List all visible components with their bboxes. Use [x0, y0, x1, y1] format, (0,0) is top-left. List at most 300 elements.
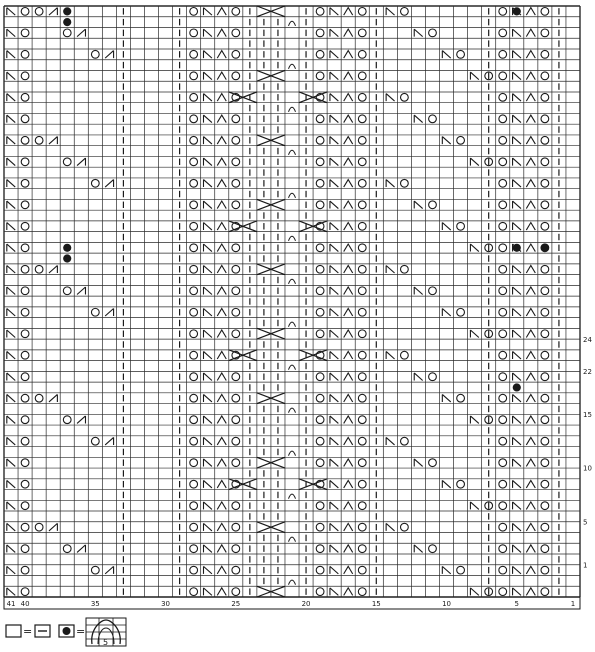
k2tog-symbol	[7, 373, 15, 381]
yarn-over-symbol	[35, 136, 43, 144]
legend-purl-icon	[35, 625, 50, 637]
yarn-over-symbol	[190, 459, 198, 467]
k2tog-symbol	[203, 566, 211, 574]
yarn-over-symbol	[232, 523, 240, 531]
sk2p-symbol	[217, 29, 226, 37]
yarn-over-symbol	[21, 588, 29, 596]
yarn-over-symbol	[190, 136, 198, 144]
k2tog-symbol	[513, 394, 521, 402]
k2tog-symbol	[7, 523, 15, 531]
k2tog-symbol	[203, 115, 211, 123]
k2tog-symbol	[7, 588, 15, 596]
yarn-over-symbol	[190, 416, 198, 424]
column-number: 5	[514, 600, 520, 608]
yarn-over-symbol	[457, 394, 465, 402]
yarn-over-symbol	[358, 351, 366, 359]
yarn-over-symbol	[358, 502, 366, 510]
sk2p-symbol	[217, 201, 226, 209]
yarn-over-symbol	[429, 29, 437, 37]
k2tog-symbol	[513, 437, 521, 445]
yarn-over-symbol	[190, 351, 198, 359]
ssk-symbol	[105, 308, 113, 316]
sk2p-symbol	[344, 330, 353, 338]
k2tog-symbol	[203, 588, 211, 596]
chart-legend	[4, 614, 144, 648]
sk2p-symbol	[217, 523, 226, 531]
yarn-over-symbol	[541, 545, 549, 553]
k2tog-symbol	[442, 480, 450, 488]
yarn-over-symbol	[358, 93, 366, 101]
yarn-over-symbol	[190, 308, 198, 316]
k2tog-symbol	[330, 51, 338, 59]
yarn-over-symbol	[358, 523, 366, 531]
sk2p-symbol	[344, 158, 353, 166]
yarn-over-symbol	[91, 179, 99, 187]
yarn-over-symbol	[21, 136, 29, 144]
column-number: 10	[442, 600, 451, 608]
yarn-over-symbol	[190, 8, 198, 16]
yarn-over-symbol	[457, 136, 465, 144]
yarn-over-symbol	[541, 523, 549, 531]
k2tog-symbol	[203, 51, 211, 59]
sk2p-symbol	[217, 94, 226, 102]
k2tog-symbol	[414, 545, 422, 553]
ssk-symbol	[77, 287, 85, 295]
yarn-over-symbol	[429, 201, 437, 209]
yarn-over-symbol	[541, 308, 549, 316]
yarn-over-symbol	[499, 287, 507, 295]
yarn-over-symbol	[316, 244, 324, 252]
yarn-over-symbol	[358, 158, 366, 166]
k2tog-symbol	[470, 330, 478, 338]
bobble-symbol	[63, 254, 71, 262]
sk2p-symbol	[217, 545, 226, 553]
sk2p-symbol	[344, 308, 353, 316]
yarn-over-symbol	[499, 72, 507, 80]
k2tog-symbol	[386, 94, 394, 102]
k2tog-symbol	[330, 416, 338, 424]
k2tog-symbol	[330, 330, 338, 338]
yarn-over-symbol	[358, 29, 366, 37]
sk2p-symbol	[344, 115, 353, 123]
yarn-over-symbol	[541, 115, 549, 123]
yarn-over-symbol	[35, 523, 43, 531]
yarn-over-symbol	[358, 72, 366, 80]
k2tog-symbol	[203, 502, 211, 510]
k2tog-symbol	[470, 588, 478, 596]
yarn-over-symbol	[190, 265, 198, 273]
sk2p-symbol	[526, 373, 535, 381]
k2tog-symbol	[7, 72, 15, 80]
sk2p-symbol	[217, 223, 226, 231]
sk2p-symbol	[526, 308, 535, 316]
k2tog-symbol	[203, 480, 211, 488]
k2tog-symbol	[203, 8, 211, 16]
k2tog-symbol	[7, 566, 15, 574]
sk2p-symbol	[344, 94, 353, 102]
yarn-over-symbol	[21, 523, 29, 531]
yarn-over-symbol	[21, 8, 29, 16]
yarn-over-symbol	[21, 244, 29, 252]
row-number: 24	[583, 335, 592, 344]
yarn-over-symbol	[499, 29, 507, 37]
ssk-symbol	[77, 29, 85, 37]
yarn-over-symbol	[316, 437, 324, 445]
yarn-over-symbol	[190, 437, 198, 445]
k2tog-symbol	[470, 416, 478, 424]
yarn-over-symbol	[358, 416, 366, 424]
bobble-symbol	[63, 244, 71, 252]
k2tog-symbol	[513, 137, 521, 145]
yarn-over-symbol	[358, 373, 366, 381]
k2tog-symbol	[470, 244, 478, 252]
yarn-over-symbol	[457, 222, 465, 230]
k2tog-symbol	[203, 287, 211, 295]
yarn-over-symbol	[499, 201, 507, 209]
k2tog-symbol	[330, 115, 338, 123]
yarn-over-symbol	[316, 459, 324, 467]
yarn-over-symbol	[401, 351, 409, 359]
bobble-diagram-icon	[86, 618, 126, 647]
twisted-stitch-symbol	[288, 150, 295, 155]
twisted-stitch-symbol	[288, 580, 295, 585]
sk2p-symbol	[344, 523, 353, 531]
k2tog-symbol	[513, 588, 521, 596]
yarn-over-symbol	[541, 93, 549, 101]
sk2p-symbol	[217, 566, 226, 574]
k2tog-symbol	[203, 180, 211, 188]
yarn-over-symbol	[499, 265, 507, 273]
yarn-over-symbol	[358, 50, 366, 58]
k2tog-symbol	[330, 308, 338, 316]
yarn-over-symbol	[316, 115, 324, 123]
yarn-over-symbol	[35, 394, 43, 402]
sk2p-symbol	[344, 373, 353, 381]
sk2p-symbol	[217, 416, 226, 424]
k2tog-symbol	[7, 459, 15, 467]
yarn-over-symbol	[401, 93, 409, 101]
twisted-stitch-symbol	[288, 21, 295, 26]
sk2p-symbol	[526, 523, 535, 531]
k2tog-symbol	[513, 72, 521, 80]
k2tog-symbol	[330, 244, 338, 252]
twisted-stitch-symbol	[288, 494, 295, 499]
sk2p-symbol	[217, 137, 226, 145]
k2tog-symbol	[7, 308, 15, 316]
k2tog-symbol	[513, 287, 521, 295]
k2tog-symbol	[7, 416, 15, 424]
yarn-over-symbol	[541, 72, 549, 80]
k2tog-symbol	[7, 437, 15, 445]
yarn-over-symbol	[21, 115, 29, 123]
yarn-over-symbol	[499, 158, 507, 166]
k2tog-symbol	[470, 72, 478, 80]
yarn-over-symbol	[499, 437, 507, 445]
yarn-over-symbol	[316, 566, 324, 574]
row-number: 15	[583, 411, 592, 420]
yarn-over-symbol	[21, 437, 29, 445]
sk2p-symbol	[344, 287, 353, 295]
sk2p-symbol	[217, 158, 226, 166]
row-number: 1	[583, 561, 588, 570]
yarn-over-symbol	[232, 244, 240, 252]
column-number: 40	[20, 600, 30, 608]
yarn-over-symbol	[316, 308, 324, 316]
sk2p-symbol	[526, 137, 535, 145]
sk2p-symbol	[217, 266, 226, 274]
yarn-over-symbol	[499, 93, 507, 101]
k2tog-symbol	[203, 373, 211, 381]
yarn-over-symbol	[401, 179, 409, 187]
ssk-symbol	[49, 266, 57, 274]
sk2p-symbol	[344, 459, 353, 467]
k2tog-symbol	[7, 223, 15, 231]
yarn-over-symbol	[63, 158, 71, 166]
bobble-symbol	[513, 7, 521, 15]
k2tog-symbol	[386, 523, 394, 531]
k2tog-symbol	[7, 330, 15, 338]
sk2p-symbol	[344, 266, 353, 274]
yarn-over-symbol	[358, 244, 366, 252]
yarn-over-symbol	[499, 115, 507, 123]
yarn-over-symbol	[541, 179, 549, 187]
yarn-over-symbol	[63, 416, 71, 424]
k2tog-symbol	[513, 459, 521, 467]
k2tog-symbol	[7, 29, 15, 37]
k2tog-symbol	[203, 437, 211, 445]
yarn-over-symbol	[232, 8, 240, 16]
yarn-over-symbol	[232, 502, 240, 510]
yarn-over-symbol	[401, 265, 409, 273]
sk2p-symbol	[344, 502, 353, 510]
row-number: 10	[583, 464, 592, 473]
ssk-symbol	[105, 51, 113, 59]
k2tog-symbol	[330, 266, 338, 274]
sk2p-symbol	[526, 51, 535, 59]
sk2p-symbol	[344, 29, 353, 37]
k2tog-symbol	[330, 223, 338, 231]
yarn-over-symbol	[499, 373, 507, 381]
sk2p-symbol	[217, 588, 226, 596]
sk2p-symbol	[526, 8, 535, 16]
k2tog-symbol	[470, 502, 478, 510]
yarn-over-symbol	[358, 308, 366, 316]
yarn-over-symbol	[541, 480, 549, 488]
yarn-over-symbol	[190, 158, 198, 166]
ssk-symbol	[49, 137, 57, 145]
k2tog-symbol	[513, 158, 521, 166]
yarn-over-symbol	[316, 373, 324, 381]
k2tog-symbol	[330, 8, 338, 16]
sk2p-symbol	[526, 566, 535, 574]
row-numbers	[583, 336, 592, 570]
yarn-over-symbol	[541, 502, 549, 510]
k2tog-symbol	[7, 115, 15, 123]
yarn-over-symbol	[232, 394, 240, 402]
yarn-over-symbol	[190, 480, 198, 488]
yarn-over-symbol	[21, 459, 29, 467]
yarn-over-symbol	[232, 50, 240, 58]
yarn-over-symbol	[232, 158, 240, 166]
sk2p-symbol	[526, 29, 535, 37]
k2tog-symbol	[330, 180, 338, 188]
twisted-stitch-symbol	[288, 236, 295, 241]
yarn-over-symbol	[63, 545, 71, 553]
twisted-stitch-symbol	[288, 193, 295, 198]
k2tog-symbol	[414, 459, 422, 467]
k2tog-symbol	[414, 29, 422, 37]
yarn-over-symbol	[21, 373, 29, 381]
k2tog-symbol	[513, 201, 521, 209]
sk2p-symbol	[344, 480, 353, 488]
yarn-over-symbol	[21, 72, 29, 80]
sk2p-symbol	[344, 416, 353, 424]
k2tog-symbol	[330, 566, 338, 574]
k2tog-symbol	[7, 137, 15, 145]
yarn-over-symbol	[358, 115, 366, 123]
yarn-over-symbol	[232, 201, 240, 209]
twisted-stitch-symbol	[288, 64, 295, 69]
yarn-over-symbol	[232, 115, 240, 123]
sk2p-symbol	[217, 308, 226, 316]
k2tog-symbol	[203, 201, 211, 209]
yarn-over-symbol	[21, 287, 29, 295]
k2tog-symbol	[386, 351, 394, 359]
k2tog-symbol	[7, 287, 15, 295]
yarn-over-symbol	[499, 394, 507, 402]
sk2p-symbol	[344, 437, 353, 445]
yarn-over-symbol	[429, 115, 437, 123]
twisted-stitch-symbol	[288, 107, 295, 112]
legend-bobble-icon	[59, 625, 74, 637]
sk2p-symbol	[526, 351, 535, 359]
yarn-over-symbol	[232, 373, 240, 381]
k2tog-symbol	[442, 394, 450, 402]
yarn-over-symbol	[63, 287, 71, 295]
yarn-over-symbol	[316, 330, 324, 338]
yarn-over-symbol	[21, 265, 29, 273]
k2tog-symbol	[386, 8, 394, 16]
sk2p-symbol	[526, 480, 535, 488]
sk2p-symbol	[344, 8, 353, 16]
yarn-over-symbol	[499, 523, 507, 531]
twisted-stitch-symbol	[288, 537, 295, 542]
k2tog-symbol	[386, 437, 394, 445]
k2tog-symbol	[330, 588, 338, 596]
svg-text:5: 5	[103, 638, 109, 647]
chart-symbols	[7, 6, 559, 597]
yarn-over-symbol	[91, 50, 99, 58]
sk2p-symbol	[217, 437, 226, 445]
sk2p-symbol	[217, 330, 226, 338]
yarn-over-symbol	[429, 545, 437, 553]
k2tog-symbol	[330, 287, 338, 295]
yarn-over-symbol	[316, 136, 324, 144]
sk2p-symbol	[217, 180, 226, 188]
k2tog-symbol	[7, 502, 15, 510]
sk2p-symbol	[217, 459, 226, 467]
chart-grid	[4, 6, 580, 609]
k2tog-symbol	[203, 545, 211, 553]
yarn-over-symbol	[232, 265, 240, 273]
yarn-over-symbol	[401, 8, 409, 16]
yarn-over-symbol	[499, 136, 507, 144]
k2tog-symbol	[330, 523, 338, 531]
yarn-over-symbol	[21, 201, 29, 209]
yarn-over-symbol	[190, 50, 198, 58]
k2tog-symbol	[330, 72, 338, 80]
yarn-over-symbol	[21, 566, 29, 574]
yarn-over-symbol	[316, 158, 324, 166]
yarn-over-symbol	[358, 222, 366, 230]
twisted-stitch-symbol	[288, 322, 295, 327]
k2tog-symbol	[414, 287, 422, 295]
k2tog-symbol	[330, 351, 338, 359]
yarn-over-symbol	[541, 158, 549, 166]
yarn-over-symbol	[190, 115, 198, 123]
yarn-over-symbol	[190, 545, 198, 553]
yarn-over-symbol	[232, 287, 240, 295]
yarn-over-symbol	[541, 265, 549, 273]
yarn-over-symbol	[541, 50, 549, 58]
sk2p-symbol	[344, 566, 353, 574]
k2tog-symbol	[203, 158, 211, 166]
k2tog-symbol	[203, 523, 211, 531]
yarn-over-symbol	[190, 502, 198, 510]
yarn-over-symbol	[541, 29, 549, 37]
yarn-over-symbol	[499, 566, 507, 574]
yarn-over-symbol	[190, 330, 198, 338]
k2tog-symbol	[7, 480, 15, 488]
yarn-over-symbol	[190, 179, 198, 187]
yarn-over-symbol	[499, 416, 507, 424]
k2tog-symbol	[330, 137, 338, 145]
yarn-over-symbol	[499, 588, 507, 596]
yarn-over-symbol	[232, 179, 240, 187]
sk2p-symbol	[526, 223, 535, 231]
yarn-over-symbol	[358, 394, 366, 402]
yarn-over-symbol	[316, 179, 324, 187]
yarn-over-symbol	[190, 201, 198, 209]
bobble-symbol	[63, 7, 71, 15]
yarn-over-symbol	[358, 179, 366, 187]
bobble-symbol	[513, 383, 521, 391]
k2tog-symbol	[203, 308, 211, 316]
sk2p-symbol	[344, 223, 353, 231]
ssk-symbol	[105, 180, 113, 188]
yarn-over-symbol	[232, 588, 240, 596]
yarn-over-symbol	[232, 545, 240, 553]
yarn-over-symbol	[232, 72, 240, 80]
yarn-over-symbol	[541, 588, 549, 596]
bobble-symbol	[513, 244, 521, 252]
k2tog-symbol	[7, 94, 15, 102]
yarn-over-symbol	[429, 373, 437, 381]
yarn-over-symbol	[541, 136, 549, 144]
yarn-over-symbol	[190, 566, 198, 574]
legend-empty-icon	[6, 625, 21, 637]
yarn-over-symbol	[316, 523, 324, 531]
k2tog-symbol	[513, 223, 521, 231]
yarn-over-symbol	[232, 308, 240, 316]
yarn-over-symbol	[358, 566, 366, 574]
yarn-over-symbol	[232, 330, 240, 338]
k2tog-symbol	[203, 266, 211, 274]
yarn-over-symbol	[21, 351, 29, 359]
k2tog-symbol	[513, 51, 521, 59]
k2tog-symbol	[330, 545, 338, 553]
k2tog-symbol	[513, 266, 521, 274]
